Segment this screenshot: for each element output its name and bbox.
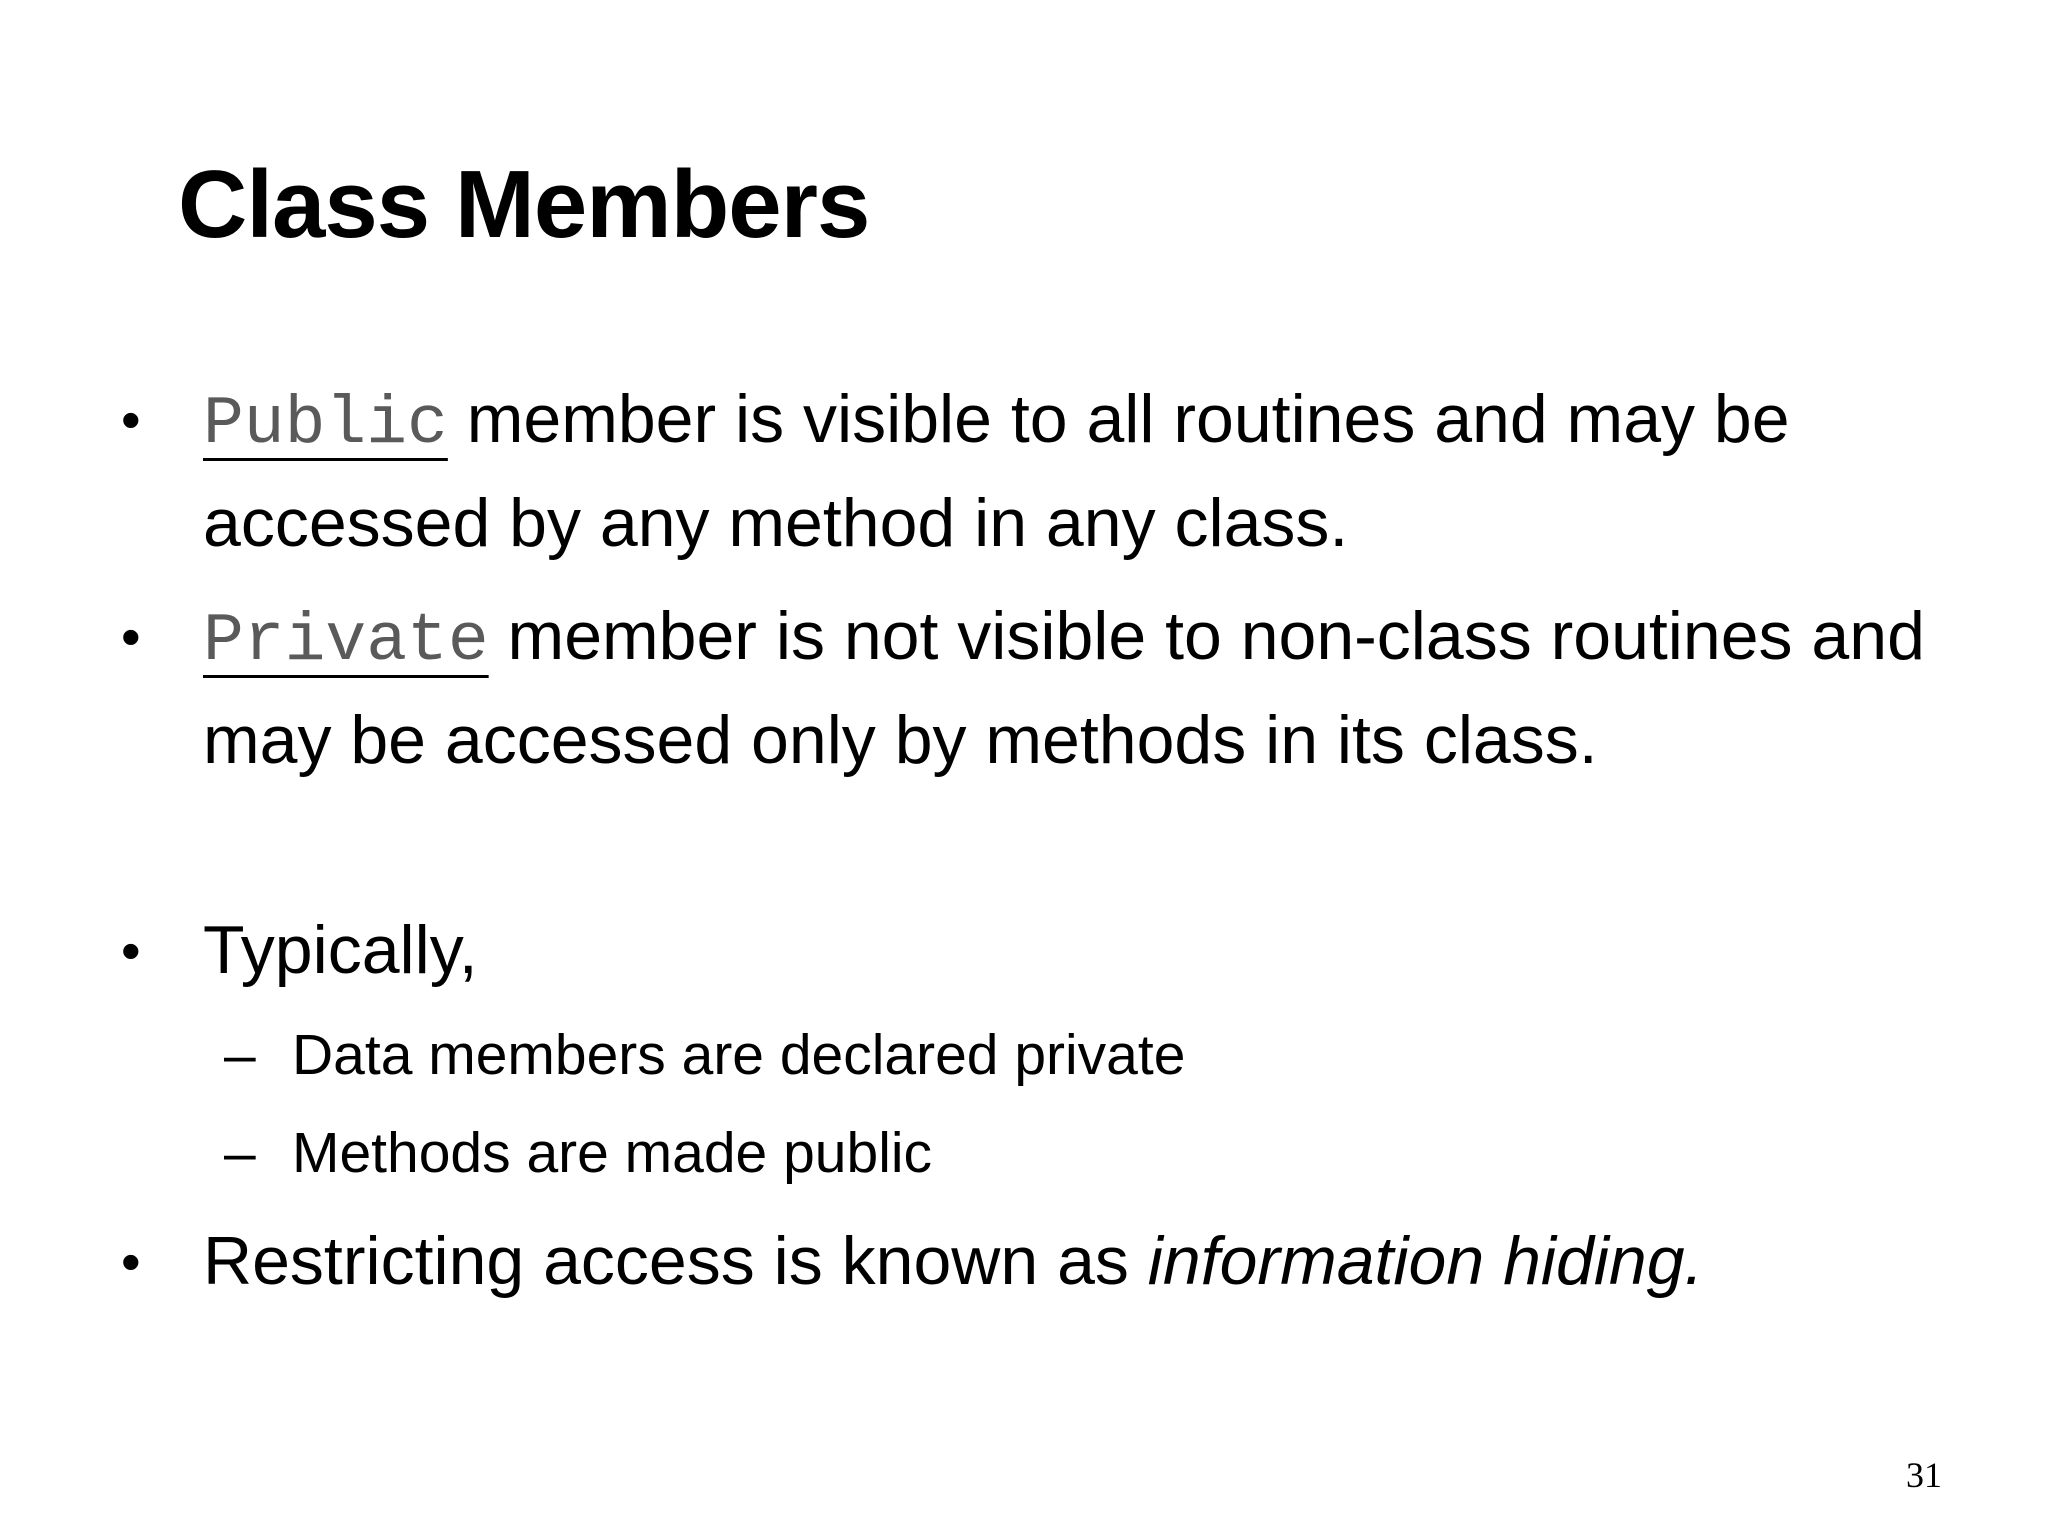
public-keyword: Public	[203, 386, 448, 463]
bullet-marker: •	[121, 388, 141, 451]
private-keyword: Private	[203, 603, 489, 680]
public-description: member is visible to all routines and may be accessed by any method in any class.	[203, 381, 1790, 561]
bullet-item-restricting	[121, 1212, 1943, 1311]
bullet-item-typically	[121, 901, 1943, 1000]
subitem-text: Methods are made public	[292, 1121, 933, 1185]
bullet-marker: •	[121, 919, 141, 982]
private-description: member is not visible to non-class routines and may be accessed only by methods in its class.	[203, 598, 1925, 778]
bullet-marker: •	[121, 605, 141, 668]
bullet-item-public	[121, 370, 1943, 573]
dash-marker: –	[224, 1121, 256, 1185]
subitem-methods	[224, 1118, 1892, 1188]
subitem-text: Data members are declared private	[292, 1023, 1186, 1087]
typically-text: Typically,	[203, 912, 478, 988]
page-number: 31	[1906, 1455, 1942, 1495]
bullet-marker: •	[121, 1230, 141, 1293]
subitem-data-members	[224, 1020, 1892, 1090]
slide-title: Class Members	[178, 151, 870, 258]
information-hiding-emphasis: information hiding.	[1147, 1223, 1704, 1299]
dash-marker: –	[224, 1023, 256, 1087]
restricting-text: Restricting access is known as	[203, 1223, 1148, 1299]
bullet-item-private	[121, 587, 1943, 790]
